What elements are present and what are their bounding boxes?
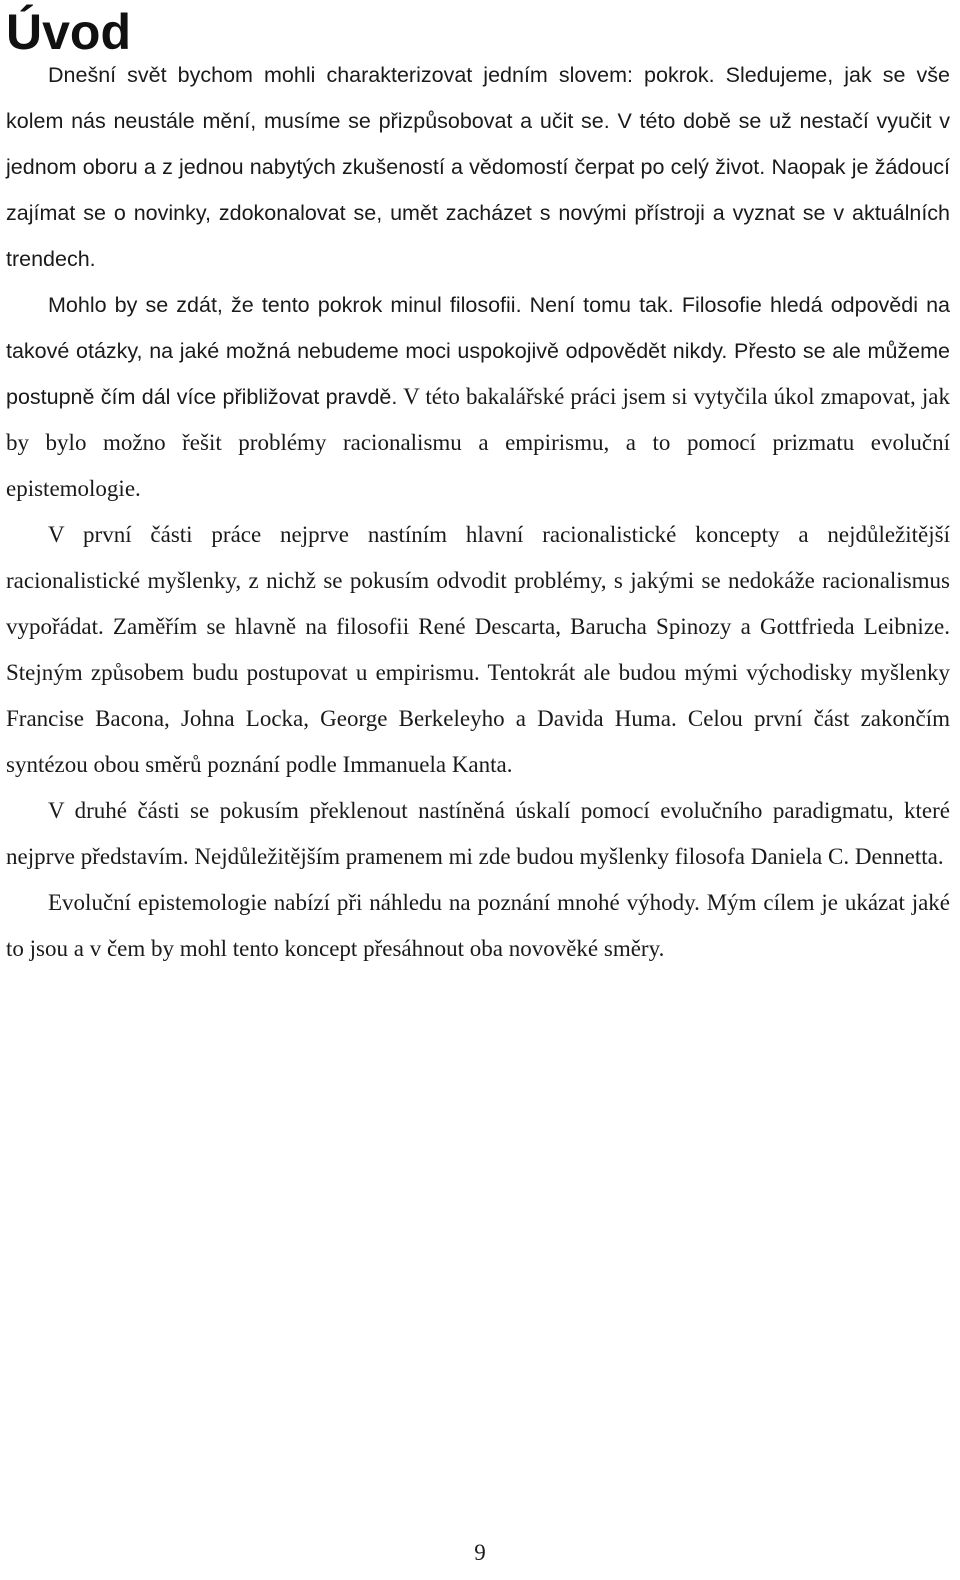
paragraph-5: [6, 880, 950, 972]
paragraph-4: [6, 788, 950, 880]
page-number: 9: [474, 1540, 486, 1565]
paragraph-1-sans-text: Dnešní svět bychom mohli charakterizovat jedním slovem: pokrok. Sledujeme, jak se vše kolem nás neustále mění, musíme se přizpůsobovat a učit se. V této době se už nestačí vyučit v jednom oboru a z jednou nabytých zkušeností a vědomostí čerpat po celý život. Naopak je žádoucí zajímat se o novinky, zdokonalovat se, umět zacházet s novými přístroji a vyznat se v aktuálních trendech.: [6, 63, 950, 271]
chapter-heading: Úvod: [6, 4, 131, 60]
paragraph-4-serif-text: V druhé části se pokusím překlenout nastíněná úskalí pomocí evolučního paradigmatu, které nejprve představím. Nejdůležitějším pramenem mi zde budou myšlenky filosofa Daniela C. Dennetta.: [6, 798, 950, 869]
paragraph-5-serif-text: Evoluční epistemologie nabízí při náhledu na poznání mnohé výhody. Mým cílem je ukázat jaké to jsou a v čem by mohl tento koncept přesáhnout oba novověké směry.: [6, 890, 950, 961]
paragraph-3-serif-text: V první části práce nejprve nastíním hlavní racionalistické koncepty a nejdůležitější racionalistické myšlenky, z nichž se pokusím odvodit problémy, s jakými se nedokáže racionalismus vypořádat. Zaměřím se hlavně na filosofii René Descarta, Barucha Spinozy a Gottfrieda Leibnize. Stejným způsobem budu postupovat u empirismu. Tentokrát ale budou mými východisky myšlenky Francise Bacona, Johna Locka, George Berkeleyho a Davida Huma. Celou první část zakončím syntézou obou směrů poznání podle Immanuela Kanta.: [6, 522, 950, 777]
paragraph-2-sans-text: Mohlo by se zdát, že tento pokrok minul filosofii. Není tomu tak. Filosofie hledá odpovědi na takové otázky, na jaké možná nebudeme moci uspokojivě odpovědět nikdy. Přesto se ale můžeme postupně čím dál více přibližovat pravdě.: [6, 293, 950, 409]
body-text: [6, 52, 950, 972]
paragraph-2-serif-text: V této bakalářské práci jsem si vytyčila úkol zmapovat, jak by bylo možno řešit problémy racionalismu a empirismu, a to pomocí prizmatu evoluční epistemologie.: [6, 384, 950, 501]
paragraph-3: [6, 512, 950, 788]
paragraph-2: [6, 282, 950, 512]
paragraph-1: [6, 52, 950, 282]
